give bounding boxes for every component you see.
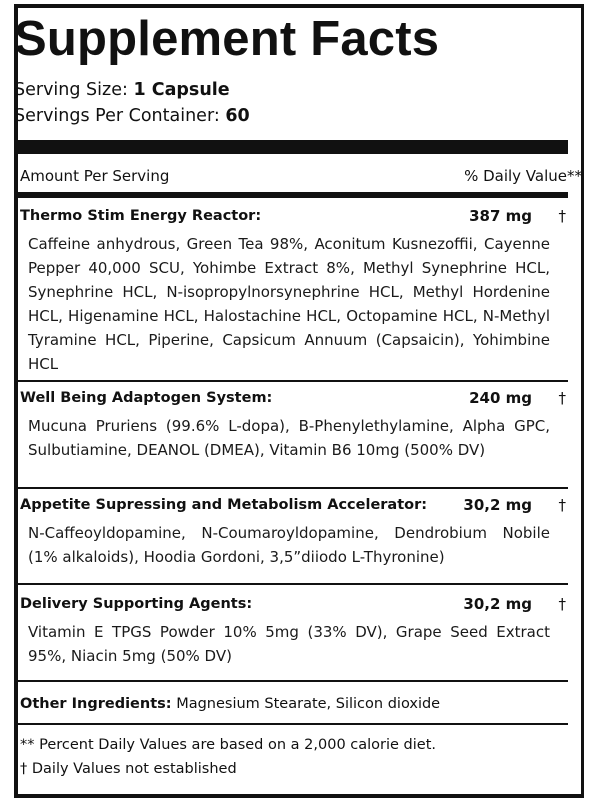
- other-ingredients-value: Magnesium Stearate, Silicon dioxide: [176, 696, 441, 712]
- section-divider: [14, 583, 568, 585]
- servings-per-container-value: 60: [225, 106, 250, 126]
- medium-divider: [14, 192, 568, 198]
- section-appetite: [14, 493, 568, 569]
- footnote-daily-value-basis: ** Percent Daily Values are based on a 2,000 calorie diet.: [20, 737, 437, 753]
- other-ingredients-label: Other Ingredients:: [20, 696, 172, 712]
- section-divider: [14, 487, 568, 489]
- section-name: Well Being Adaptogen System:: [20, 390, 273, 406]
- servings-per-container: [14, 104, 250, 128]
- section-amount: 30,2 mg: [463, 496, 532, 514]
- section-daily-value: †: [558, 595, 566, 613]
- section-amount: 240 mg: [469, 389, 532, 407]
- serving-size-label: Serving Size:: [14, 80, 128, 100]
- section-name: Thermo Stim Energy Reactor:: [20, 208, 262, 224]
- section-ingredients: N-Caffeoyldopamine, N-Coumaroyldopamine, Dendrobium Nobile (1% alkaloids), Hoodia Gordoni, 3,5”diiodo L-Thyronine): [28, 524, 550, 566]
- section-daily-value: †: [558, 389, 566, 407]
- section-thermo-stim: [14, 204, 568, 376]
- amount-per-serving-header: Amount Per Serving: [20, 167, 170, 185]
- servings-per-container-label: Servings Per Container:: [14, 106, 220, 126]
- section-delivery: [14, 592, 568, 668]
- section-name: Appetite Supressing and Metabolism Accelerator:: [20, 497, 428, 513]
- other-ingredients: [20, 692, 440, 716]
- footnote-divider: [14, 723, 568, 725]
- daily-value-header: % Daily Value**: [464, 167, 582, 185]
- section-ingredients: Vitamin E TPGS Powder 10% 5mg (33% DV), Grape Seed Extract 95%, Niacin 5mg (50% DV): [28, 623, 550, 665]
- footnote-dagger: † Daily Values not established: [20, 761, 237, 777]
- section-name: Delivery Supporting Agents:: [20, 596, 253, 612]
- serving-size: [14, 78, 230, 102]
- serving-size-value: 1 Capsule: [133, 80, 230, 100]
- section-amount: 387 mg: [469, 207, 532, 225]
- section-daily-value: †: [558, 207, 566, 225]
- thick-divider: [14, 140, 568, 154]
- panel-title: Supplement Facts: [14, 12, 440, 66]
- section-amount: 30,2 mg: [463, 595, 532, 613]
- section-divider: [14, 680, 568, 682]
- section-ingredients: Caffeine anhydrous, Green Tea 98%, Aconitum Kusnezoffii, Cayenne Pepper 40,000 SCU, Yohimbe Extract 8%, Methyl Synephrine HCL, Synephrine HCL, N-isopropylnorsynephrine HCL, Methyl Hordenine HCL, Higenamine HCL, Halostachine HCL, Octopamine HCL, N-Methyl Tyramine HCL, Piperine, Capsicum Annuum (Capsaicin), Yohimbine HCL: [28, 235, 550, 373]
- section-well-being: [14, 386, 568, 462]
- section-ingredients: Mucuna Pruriens (99.6% L-dopa), B-Phenylethylamine, Alpha GPC, Sulbutiamine, DEANOL (DMEA), Vitamin B6 10mg (500% DV): [28, 417, 550, 459]
- section-divider: [14, 380, 568, 382]
- section-daily-value: †: [558, 496, 566, 514]
